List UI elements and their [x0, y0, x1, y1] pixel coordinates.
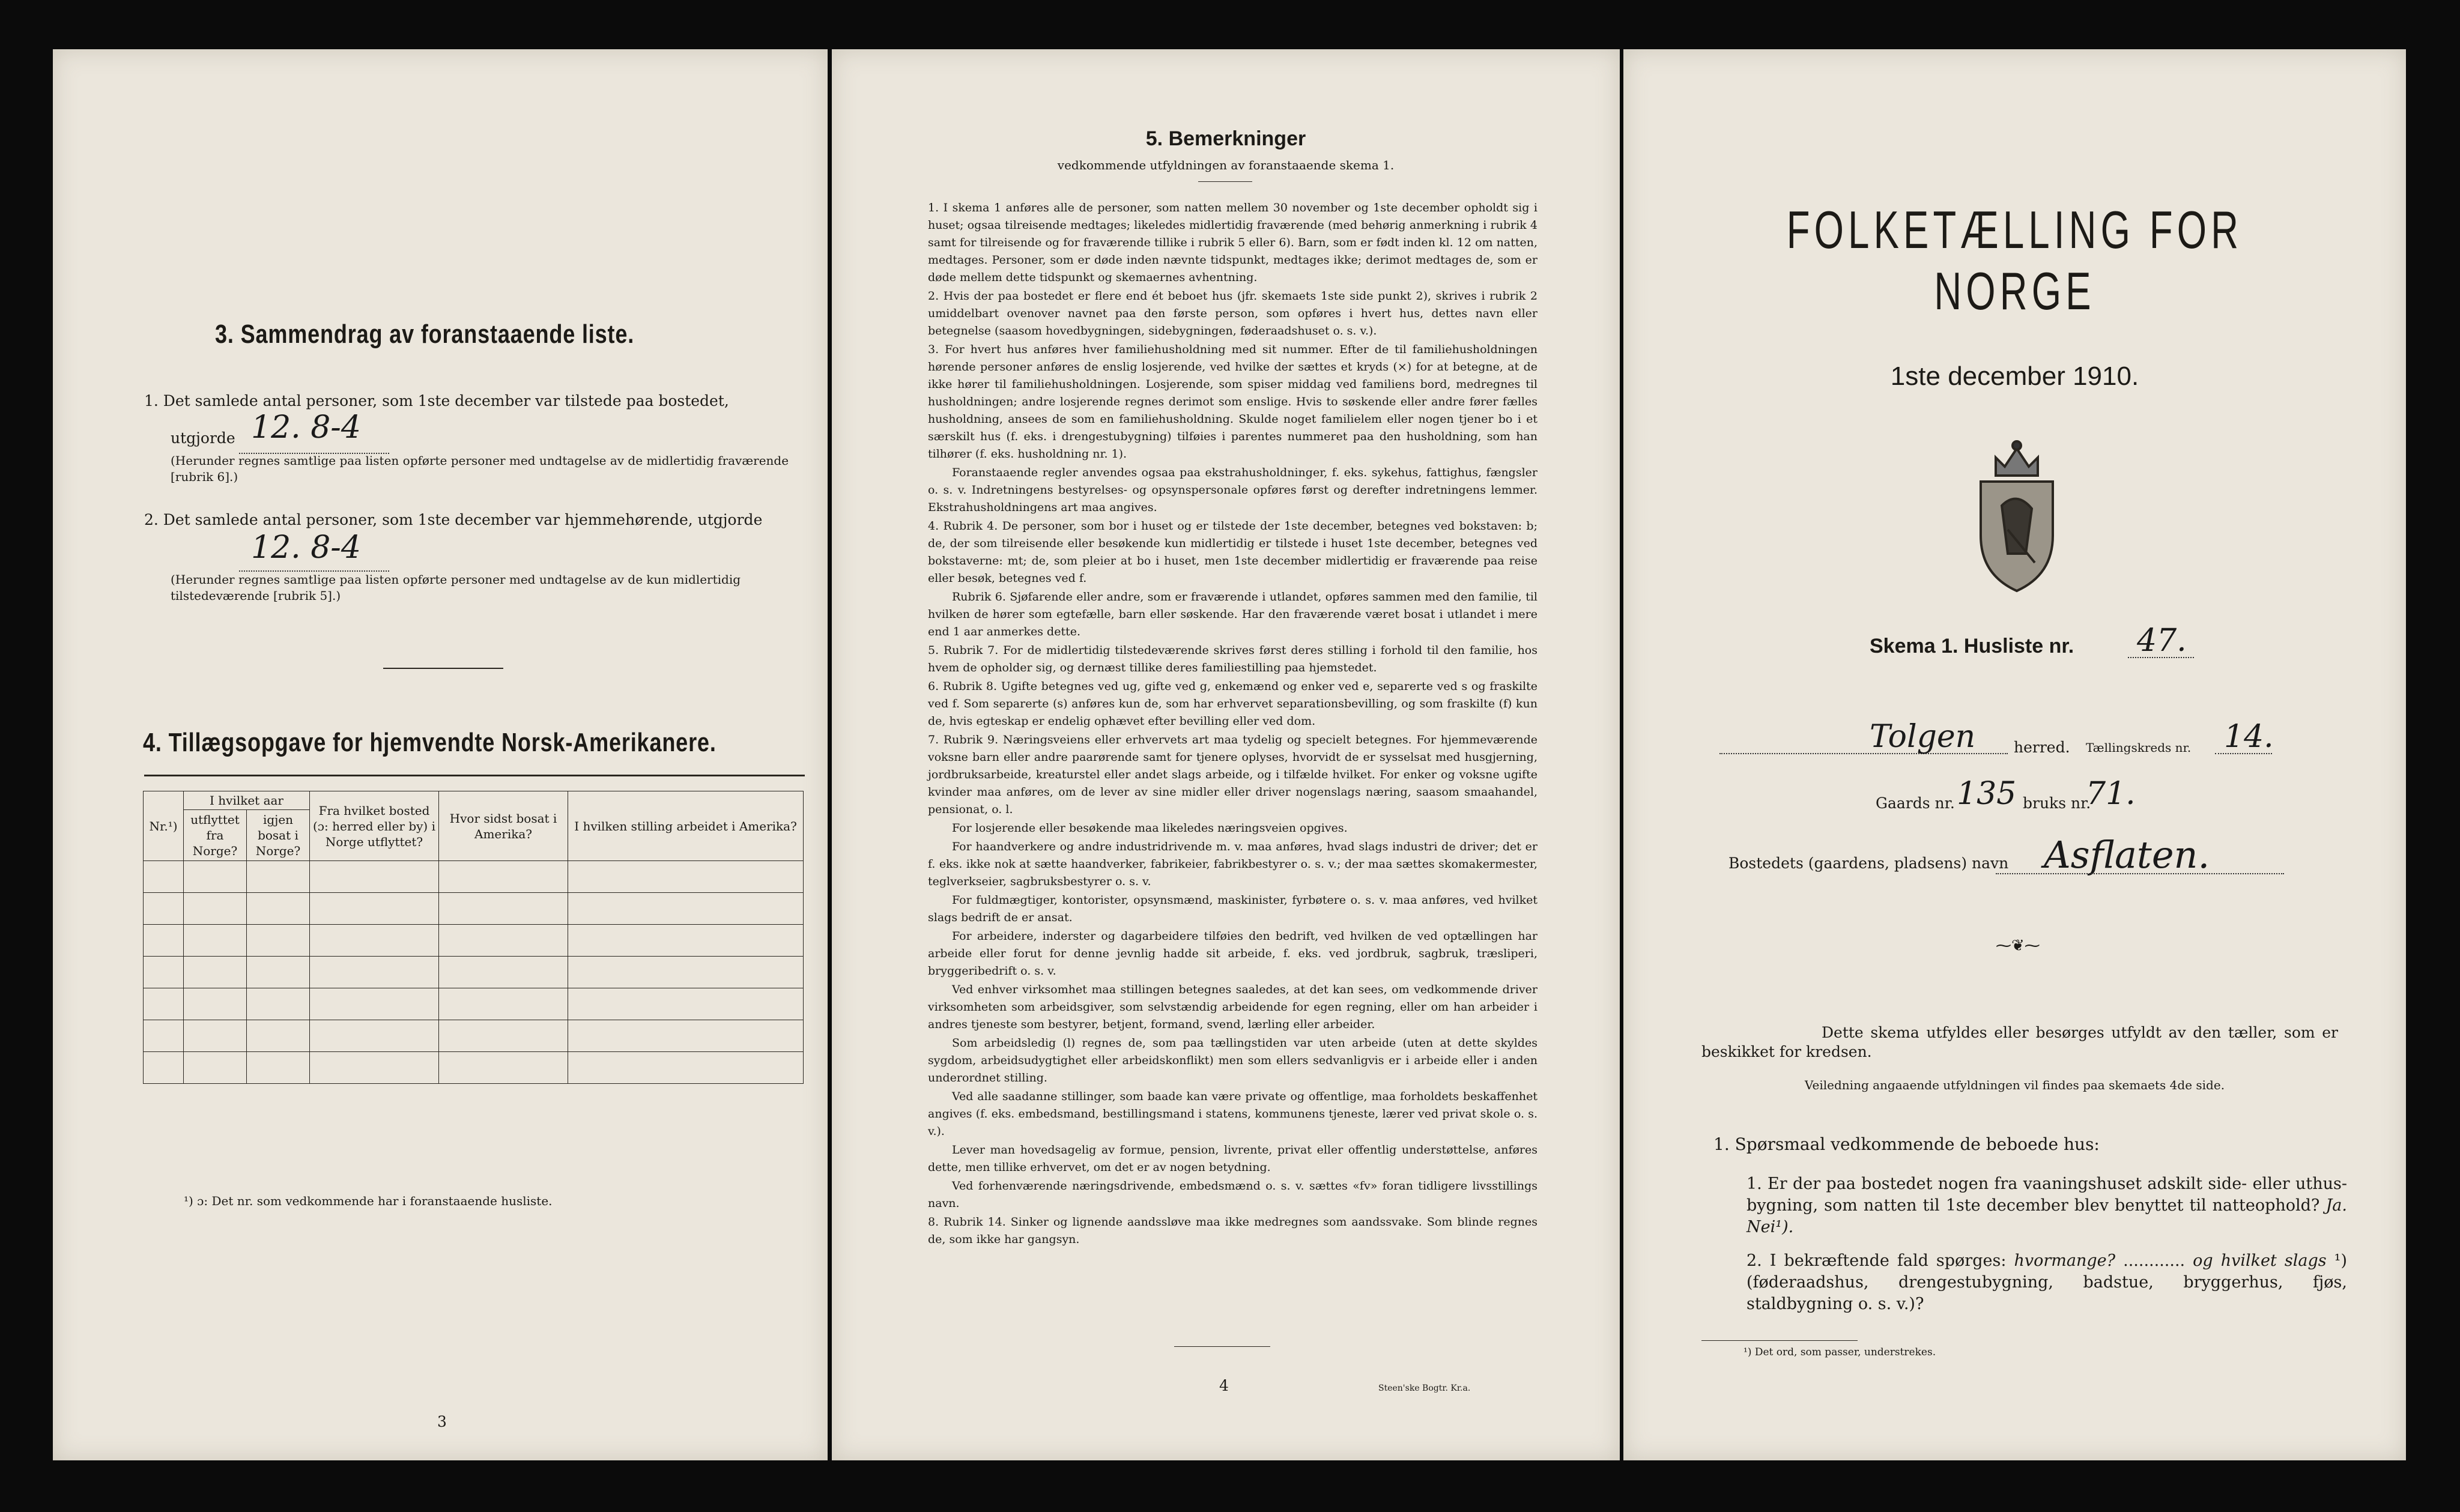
title-divider [1198, 181, 1252, 182]
bruks-label: bruks nr. [2023, 794, 2091, 812]
remark-paragraph: Foranstaaende regler anvendes ogsaa paa ekstrahusholdninger, f. eks. sykehus, fattighus, fængsler o. s. v. Indretningens bestyrelses- og opsynspersonale opføres først og derefter indretningens lemmer. Ekstrahusholdningens art maa angives. [928, 466, 1538, 514]
question-2-rest: ¹) (føderaadshus, drengestubygning, badstue, bryggerhus, fjøs, staldbygning o. s. v.)? [1747, 1251, 2347, 1313]
section4-title: 4. Tillægsopgave for hjemvendte Norsk-Amerikanere. [143, 728, 716, 757]
instruction-text: Dette skema utfyldes eller besørges utfyldt av den tæller, som er beskikket for kredsen. [1701, 1024, 2338, 1060]
remark-paragraph: Som arbeidsledig (l) regnes de, som paa tællingstiden var uten arbeide (uten at dette skyldes sygdom, arbeidsudygtighet eller arbeidskonflikt) men som ellers sedvanligvis er i arbeide eller i anden underordnet stilling. [928, 1036, 1538, 1084]
table-row [144, 925, 804, 957]
remark-paragraph: 4. Rubrik 4. De personer, som bor i huset og er tilstede der 1ste december, betegnes ved bokstaven: b; de, der som tilreisende eller besøkende kun midlertidig er tilstede i huset 1ste december, betegnes ved bokstaverne: mt; de, som pleier at bo i huset, men 1ste december midlertidig er fraværende paa reise eller besøk, betegnes ved f. [928, 519, 1538, 585]
remark-paragraph: Ved alle saadanne stillinger, som baade kan være private og offentlige, maa forholdets beskaffenhet angives (f. eks. embedsmand, bestillingsmand i statens, kommunens tjeneste, lærer ved privat skole o. s. v.). [928, 1090, 1538, 1138]
question-heading: 1. Spørsmaal vedkommende de beboede hus: [1713, 1134, 2100, 1154]
remark-paragraph: Lever man hovedsagelig av formue, pension, livrente, privat eller offentlig understøttelse, anføres dette, men tillike erhvervet, om det er av nogen betydning. [928, 1143, 1538, 1174]
skema-label: Skema 1. Husliste nr. [1870, 635, 2074, 658]
kreds-value: 14. [2224, 719, 2274, 755]
remarks-subtitle: vedkommende utfyldningen av foranstaaende skema 1. [1057, 158, 1395, 172]
coat-of-arms-icon [1960, 434, 2074, 596]
item1-value: 12. 8-4 [251, 410, 361, 446]
col-returned: igjen bosat i Norge? [247, 810, 310, 861]
bosted-value: Asflaten. [2044, 833, 2210, 877]
kreds-line [2215, 753, 2272, 754]
item1-prefix: utgjorde [171, 429, 235, 447]
remark-paragraph: Rubrik 6. Sjøfarende eller andre, som er fraværende i utlandet, opføres sammen med den familie, til hvilken de hører som egtefælle, barn eller søskende. Har den fraværende været bosat i utlandet i mere end 1 aar anmerkes dette. [928, 590, 1538, 638]
divider [383, 668, 503, 669]
remarks-title: 5. Bemerkninger [1145, 127, 1306, 150]
item2-note: (Herunder regnes samtlige paa listen opførte personer med undtagelse av de kun midlertidig tilstedeværende [rubrik 5].) [171, 572, 741, 603]
col-emigrated: utflyttet fra Norge? [184, 810, 247, 861]
remark-paragraph: 6. Rubrik 8. Ugifte betegnes ved ug, gifte ved g, enkemænd og enker ved e, separerte ved s og fraskilte ved f. Som separerte (s) anføres kun de, som har erhvervet separationsbevilling, og som fraskilte (f) kun de, hvis egteskap er endelig ophævet efter bevilling eller ved dom. [928, 680, 1538, 728]
herred-value: Tolgen [1870, 719, 1976, 755]
husliste-nr: 47. [2137, 623, 2187, 659]
remark-paragraph: For fuldmægtiger, kontorister, opsynsmænd, maskinister, fyrbøtere o. s. v. maa anføres, ved hvilket slags bedrift de er ansat. [928, 894, 1538, 924]
remark-paragraph: 1. I skema 1 anføres alle de personer, som natten mellem 30 november og 1ste december opholdt sig i huset; ogsaa tilreisende medtages; likeledes midlertidig fraværende (med behørig anmerkning i rubrik 4 samt for tilreisende og for fraværende tillike i rubrik 5 eller 6). Barn, som er født inden kl. 12 om natten, medtages. Personer, som er døde inden nævnte tidspunkt, medtages ikke; derimot medtages de, som er døde mellem dette tidspunkt og skemaernes avhentning. [928, 201, 1538, 284]
emigrant-table [143, 791, 804, 1084]
herred-label: herred. [2014, 739, 2070, 756]
page-left [53, 49, 828, 1460]
remark-paragraph: 2. Hvis der paa bostedet er flere end ét beboet hus (jfr. skemaets 1ste side punkt 2), skrives i rubrik 2 umiddelbart ovenover navnet paa den første person, som opføres i hvert hus, dettes navn eller betegnelse (saasom hovedbygningen, sidebygningen, føderaadshuset o. s. v.). [928, 289, 1538, 337]
census-date: 1ste december 1910. [1890, 361, 2139, 391]
ornament-icon: ⁓❦⁓ [1996, 937, 2040, 955]
end-divider [1174, 1346, 1270, 1347]
remarks-body [928, 199, 1538, 1250]
item2-value: 12. 8-4 [251, 530, 361, 566]
remark-paragraph: Ved enhver virksomhet maa stillingen betegnes saaledes, at det kan sees, om vedkommende driver virksomheten som arbeidsgiver, som selvstændig arbeidende for egen regning, eller om han arbeider i andres tjeneste som bestyrer, betjent, formand, svend, lærling eller arbeider. [928, 983, 1538, 1031]
table-row [144, 1052, 804, 1084]
remark-paragraph: Ved forhenværende næringsdrivende, embedsmænd o. s. v. sættes «fv» foran tidligere livsstillings navn. [928, 1179, 1538, 1210]
item1-note: (Herunder regnes samtlige paa listen opførte personer med undtagelse av de midlertidig fraværende [rubrik 6].) [171, 453, 789, 484]
section4-underline [144, 775, 805, 776]
question-1-answer: Ja. Nei¹). [1747, 1196, 2347, 1236]
printer-mark: Steen'ske Bogtr. Kr.a. [1378, 1383, 1471, 1393]
question-2-italic: hvormange? [2014, 1251, 2116, 1270]
question-1-text: 1. Er der paa bostedet nogen fra vaaningshuset adskilt side- eller uthus-bygning, som natten til 1ste december blev benyttet til natteophold? [1747, 1175, 2347, 1215]
remark-paragraph: For arbeidere, inderster og dagarbeidere tilføies den bedrift, ved hvilken de ved optællingen har arbeide eller forut for denne jevnlig hadde sit arbeide, f. eks. ved jordbruk, sagbruk, træsliperi, bryggeribedrift o. s. v. [928, 930, 1538, 978]
bosted-line [1996, 873, 2284, 874]
question-1 [1747, 1173, 2347, 1238]
instruction-small: Veiledning angaaende utfyldningen vil findes paa skemaets 4de side. [1804, 1078, 2225, 1092]
col-nr: Nr.¹) [144, 791, 184, 861]
kreds-label: Tællingskreds nr. [2086, 740, 2192, 755]
footnote-divider [1701, 1340, 1858, 1341]
remark-paragraph: 8. Rubrik 14. Sinker og lignende aandssløve maa ikke medregnes som aandssvake. Som blinde regnes de, som ikke har gangsyn. [928, 1215, 1538, 1246]
col-last-america: Hvor sidst bosat i Amerika? [439, 791, 568, 861]
table-row [144, 957, 804, 988]
section3-title: 3. Sammendrag av foranstaaende liste. [215, 319, 635, 349]
question-2: 2. I bekræftende fald spørges: hvormange? ............ og hvilket slags ¹) (føderaadshus, drengestubygning, badstue, bryggerhus, fjøs, staldbygning o. s. v.)? [1747, 1251, 2347, 1313]
remark-paragraph: For haandverkere og andre industridrivende m. v. maa anføres, hvad slags industri de driver; det er f. eks. ikke nok at sætte haandverker, fabrikeier, fabrikbestyrer o. s. v.; der maa sættes skomakermester, teglverkseier, sagbruksbestyrer o. s. v. [928, 840, 1538, 888]
table-row [144, 988, 804, 1020]
husliste-line [2128, 657, 2194, 658]
page-number: 3 [437, 1413, 447, 1430]
gaards-label: Gaards nr. [1876, 794, 1955, 812]
bruks-value: 71. [2086, 776, 2136, 812]
table-row [144, 1020, 804, 1052]
question-2-start: 2. I bekræftende fald spørges: [1747, 1251, 2007, 1270]
census-title: FOLKETÆLLING FOR NORGE [1786, 200, 2243, 321]
page-number: 4 [1219, 1377, 1229, 1394]
right-footnote: ¹) Det ord, som passer, understrekes. [1744, 1346, 1936, 1358]
remark-paragraph: 5. Rubrik 7. For de midlertidig tilstedeværende skrives først deres stilling i forhold til den familie, hos hvem de opholder sig, og dernæst tillike deres familiestilling paa hjemstedet. [928, 644, 1538, 674]
page-right [1623, 49, 2406, 1460]
page-middle [832, 49, 1620, 1460]
table-row [144, 861, 804, 893]
summary-item-2: 2. Det samlede antal personer, som 1ste december var hjemmehørende, utgjorde [144, 511, 763, 528]
remark-paragraph: 3. For hvert hus anføres hver familiehusholdning med sit nummer. Efter de til familiehusholdningen hørende personer anføres de enslig losjerende, ved hvilke der sættes et kryds (×) for at betegne, at de ikke hører til familiehusholdningen. Losjerende, som spiser middag ved familiens bord, medregnes til husholdningen; andre losjerende regnes derimot som enslige. Hvis to søskende eller andre fører fælles husholdning, ansees de som en familiehusholdning. Skulde noget familielem eller nogen tjener bo i et særskilt hus (f. eks. i drengestubygning) tilføies i parentes nummeret paa den husholdning, som han tilhører (f. eks. husholdning nr. 1). [928, 343, 1538, 461]
remark-paragraph: 7. Rubrik 9. Næringsveiens eller erhvervets art maa tydelig og specielt betegnes. For hjemmeværende voksne barn eller andre paarørende samt for tjenere oplyses, hvorvidt de er sysselsat med husgjerning, jordbruksarbeide, kreaturstel eller andet slags arbeide, og i tilfælde hvilket. For enker og voksne ugifte kvinder maa anføres, om de lever av sine midler eller driver nogenslags næring, saasom smaahandel, pensionat, o. l. [928, 733, 1538, 816]
table-row [144, 893, 804, 925]
col-group-year: I hvilket aar [184, 791, 310, 810]
remark-paragraph: For losjerende eller besøkende maa likeledes næringsveien opgives. [952, 821, 1348, 835]
gaards-value: 135 [1957, 776, 2017, 812]
summary-item-1: 1. Det samlede antal personer, som 1ste december var tilstede paa bostedet, [144, 392, 729, 410]
col-from-place: Fra hvilket bosted (ɔ: herred eller by) i Norge utflyttet? [310, 791, 439, 861]
col-occupation: I hvilken stilling arbeidet i Amerika? [568, 791, 804, 861]
table-footnote: ¹) ɔ: Det nr. som vedkommende har i foranstaaende husliste. [184, 1194, 553, 1208]
bosted-label: Bostedets (gaardens, pladsens) navn [1728, 854, 2009, 872]
question-2-mid: og hvilket slags [2193, 1251, 2327, 1270]
